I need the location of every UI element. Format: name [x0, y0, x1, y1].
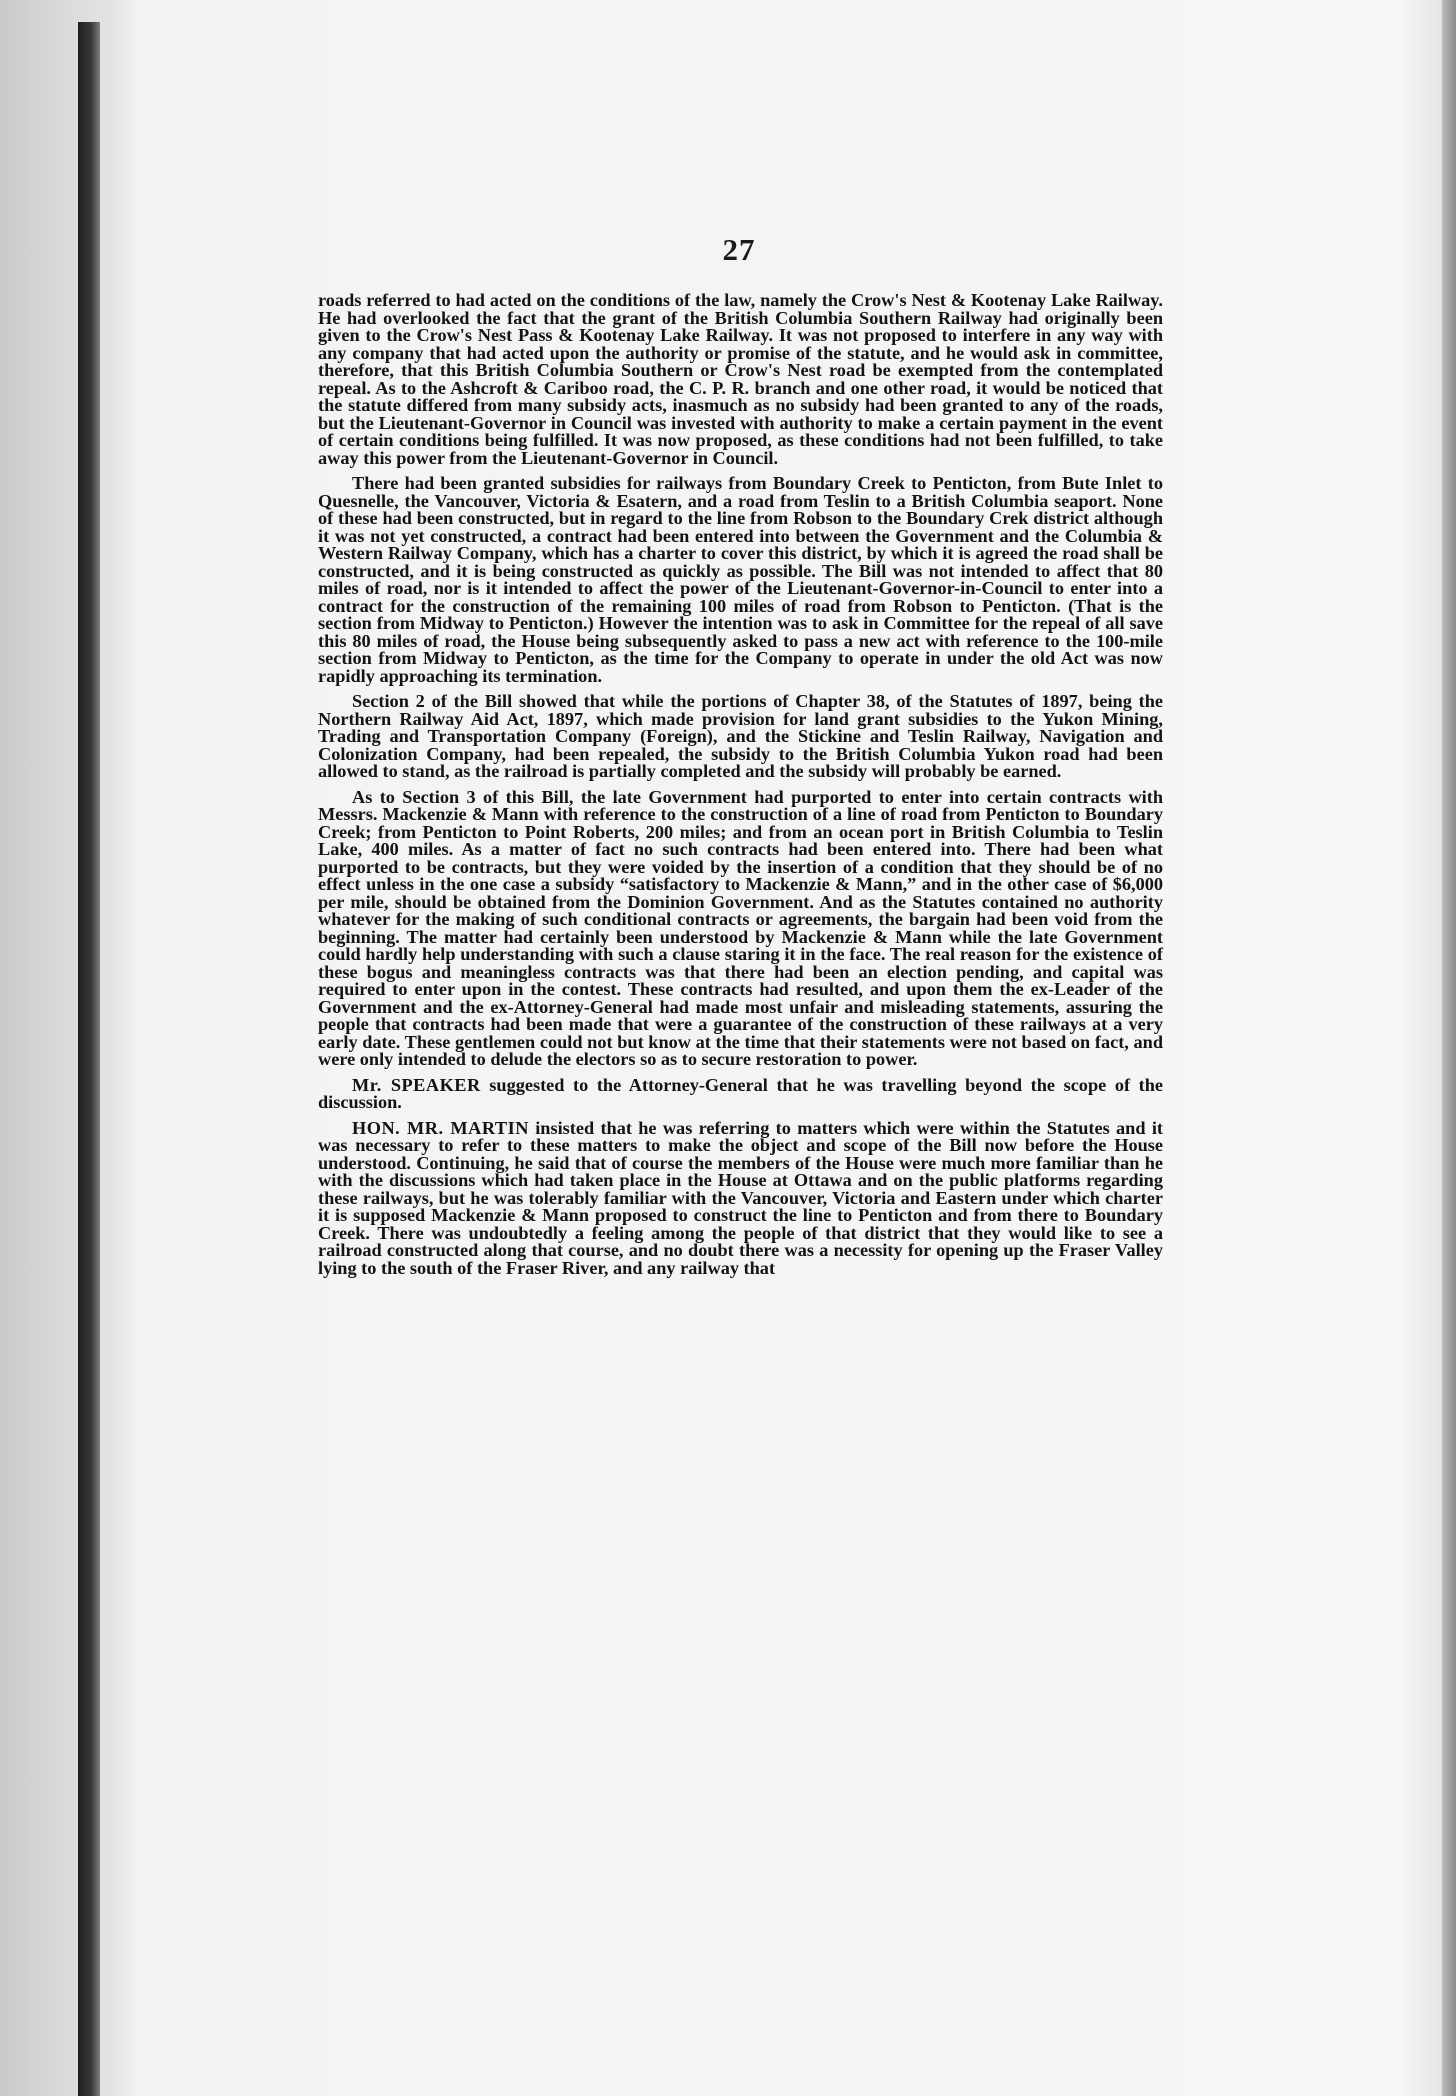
paragraph: There had been granted subsidies for railways from Boundary Creek to Penticton, from Bute Inlet to Quesnelle, the Vancouver, Victoria & Esatern, and a road from Teslin to a British Columbia seaport. None of these had been constructed, but in regard to the line from Robson to the Boundary Crek district although it was not yet constructed, a contract had been entered into between the Government and the Columbia & Western Railway Company, which has a charter to cover this district, by which it is agreed the road shall be constructed, and it is being constructed as quickly as possible. The Bill was not intended to affect that 80 miles of road, nor is it intended to affect the power of the Lieutenant-Governor-in-Council to enter into a contract for the construction of the remaining 100 miles of road from Robson to Penticton. (That is the section from Midway to Penticton.) However the intention was to ask in Committee for the repeal of all save this 80 miles of road, the House being subsequently asked to pass a new act with reference to the 100-mile section from Midway to Penticton, as the time for the Company to operate in under the old Act was now rapidly approaching its termination. [318, 473, 1163, 686]
page-number: 27 [722, 232, 756, 267]
paragraph [318, 1074, 1163, 1112]
paragraph: As to Section 3 of this Bill, the late Government had purported to enter into certain contracts with Messrs. Mackenzie & Mann with reference to the construction of a line of road from Penticton to Boundary Creek; from Penticton to Point Roberts, 200 miles; and from an ocean port in British Columbia to Teslin Lake, 400 miles. As a matter of fact no such contracts had been entered into. There had been what purported to be contracts, but they were voided by the insertion of a condition that they should be of no effect unless in the one case a subsidy “satisfactory to Mackenzie & Mann,” and in the other case of $6,000 per mile, should be obtained from the Dominion Government. And as the Statutes contained no authority whatever for the making of such conditional contracts or agreements, the bargain had been void from the beginning. The matter had certainly been understood by Mackenzie & Mann while the late Government could hardly help understanding with such a clause staring it in the face. The real reason for the existence of these bogus and meaningless contracts was that there had been an election pending, and capital was required to enter upon in the contest. These contracts had resulted, and upon them the ex-Leader of the Government and the ex-Attorney-General had made most unfair and misleading statements, assuring the people that contracts had been made that were a guarantee of the construction of these railways at a very early date. These gentlemen could not but know at the time that their statements were not based on fact, and were only intended to delude the electors so as to secure restoration to power. [318, 786, 1163, 1069]
paragraph-text: insisted that he was referring to matters which were within the Statutes and it was necessary to refer to these matters to make the object and scope of the Bill now before the House understood. Continuing, he said that of course the members of the House were much more familiar than he with the discussions which had taken place in the House at Ottawa and on the public platforms regarding these railways, but he was tolerably familiar with the Vancouver, Victoria and Eastern under which charter it is supposed Mackenzie & Mann proposed to construct the line to Penticton and from there to Boundary Creek. There was undoubtedly a feeling among the people of that district that they would like to see a railroad constructed along that course, and no doubt there was a necessity for opening up the Fraser Valley lying to the south of the Fraser River, and any railway that [318, 1117, 1164, 1278]
speaker-name: HON. MR. MARTIN [352, 1117, 529, 1138]
paragraph: roads referred to had acted on the conditions of the law, namely the Crow's Nest & Kootenay Lake Railway. He had overlooked the fact that the grant of the British Columbia Southern Railway had originally been given to the Crow's Nest Pass & Kootenay Lake Railway. It was not proposed to interfere in any way with any company that had acted upon the authority or promise of the statute, and he would ask in committee, therefore, that this British Columbia Southern or Crow's Nest road be exempted from the contemplated repeal. As to the Ashcroft & Cariboo road, the C. P. R. branch and one other road, it would be noticed that the statute differed from many subsidy acts, inasmuch as no subsidy had been granted to any of the roads, but the Lieutenant-Governor in Council was invested with authority to make a certain payment in the event of certain conditions being fulfilled. It was now proposed, as these conditions had not been fulfilled, to take away this power from the Lieutenant-Governor in Council. [318, 290, 1163, 468]
paragraph [318, 1117, 1164, 1278]
binding-shadow [78, 22, 100, 2096]
paragraph-text: suggested to the Attorney-General that he was travelling beyond the scope of the discussion. [318, 1074, 1163, 1112]
paragraph: Section 2 of the Bill showed that while the portions of Chapter 38, of the Statutes of 1897, being the Northern Railway Aid Act, 1897, which made provision for land grant subsidies to the Yukon Mining, Trading and Transportation Company (Foreign), and the Stickine and Teslin Railway, Navigation and Colonization Company, had been repealed, the subsidy to the British Columbia Yukon road had been allowed to stand, as the railroad is partially completed and the subsidy will probably be earned. [318, 691, 1163, 781]
body-text [318, 292, 1163, 1285]
page-edge [1442, 0, 1456, 2096]
speaker-name: Mr. SPEAKER [352, 1074, 481, 1095]
